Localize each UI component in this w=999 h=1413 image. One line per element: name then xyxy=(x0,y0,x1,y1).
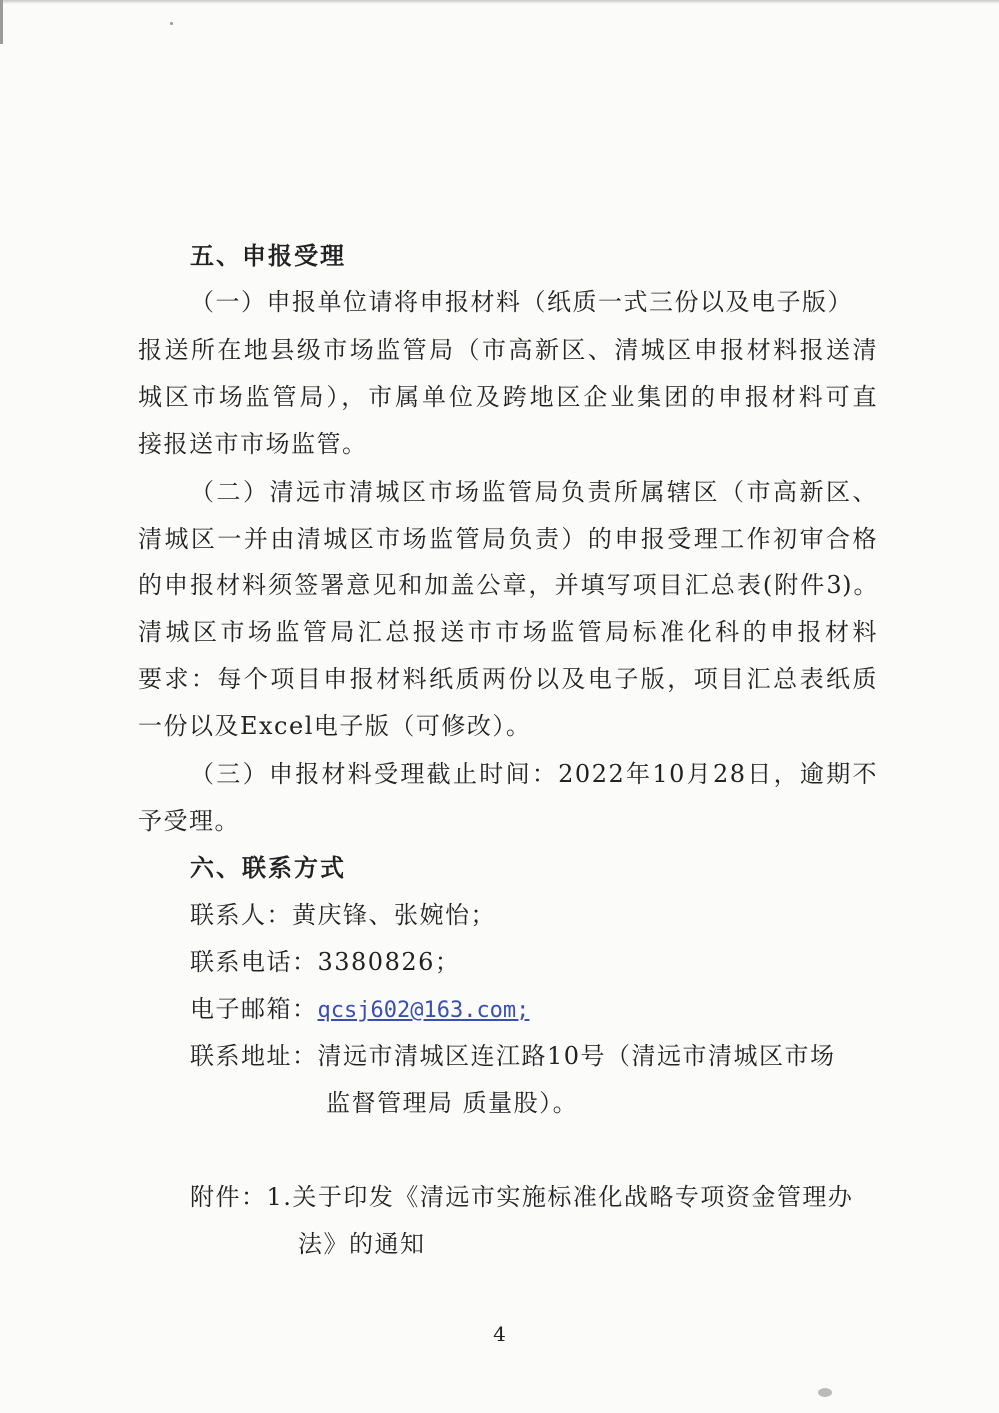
paragraph-line: 报送所在地县级市场监管局（市高新区、清城区申报材料报送清 xyxy=(138,336,878,364)
email-link[interactable]: qcsj602@163.com; xyxy=(317,998,530,1023)
paragraph-line: 接报送市市场监管。 xyxy=(138,430,368,458)
page-number: 4 xyxy=(493,1322,506,1346)
paragraph-line: 清城区一并由清城区市场监管局负责）的申报受理工作初审合格 xyxy=(138,525,878,553)
scan-speck xyxy=(170,22,173,25)
paragraph-line: （三）申报材料受理截止时间：2022年10月28日，逾期不 xyxy=(190,760,878,788)
paragraph-line: （二）清远市清城区市场监管局负责所属辖区（市高新区、 xyxy=(190,478,878,506)
section-heading-5: 五、申报受理 xyxy=(190,242,346,270)
contact-person-label: 联系人： xyxy=(190,901,292,929)
phone-row xyxy=(190,947,460,977)
attachment-item-1: 1.关于印发《清远市实施标准化战略专项资金管理办 xyxy=(266,1183,854,1211)
email-label: 电子邮箱： xyxy=(190,995,318,1023)
scan-edge-top xyxy=(0,0,999,4)
paragraph-line: 城区市场监管局），市属单位及跨地区企业集团的申报材料可直 xyxy=(138,383,878,411)
scan-speck xyxy=(818,1388,832,1397)
attachment-label: 附件： xyxy=(190,1183,267,1211)
email-row xyxy=(190,994,529,1026)
scan-edge-left xyxy=(0,0,3,44)
contact-person-value: 黄庆锋、张婉怡； xyxy=(292,901,496,929)
paragraph-line: 清城区市场监管局汇总报送市市场监管局标准化科的申报材料 xyxy=(138,618,878,646)
paragraph-line: 一份以及Excel电子版（可修改）。 xyxy=(138,712,532,740)
paragraph-line: 要求：每个项目申报材料纸质两份以及电子版，项目汇总表纸质 xyxy=(138,665,878,693)
paragraph-line: 的申报材料须签署意见和加盖公章，并填写项目汇总表(附件3)。 xyxy=(138,571,878,599)
paragraph-line: （一）申报单位请将申报材料（纸质一式三份以及电子版） xyxy=(190,288,853,316)
address-row xyxy=(190,1041,836,1071)
phone-value: 3380826； xyxy=(317,948,461,976)
address-value-line2: 监督管理局 质量股）。 xyxy=(326,1089,579,1117)
attachment-item-1-continued: 法》的通知 xyxy=(298,1230,426,1258)
contact-person-row xyxy=(190,900,496,930)
address-value-line1: 清远市清城区连江路10号（清远市清城区市场 xyxy=(317,1042,836,1070)
paragraph-line: 予受理。 xyxy=(138,807,240,835)
section-heading-6: 六、联系方式 xyxy=(190,854,346,882)
phone-label: 联系电话： xyxy=(190,948,318,976)
address-label: 联系地址： xyxy=(190,1042,318,1070)
attachment-row xyxy=(190,1182,853,1212)
